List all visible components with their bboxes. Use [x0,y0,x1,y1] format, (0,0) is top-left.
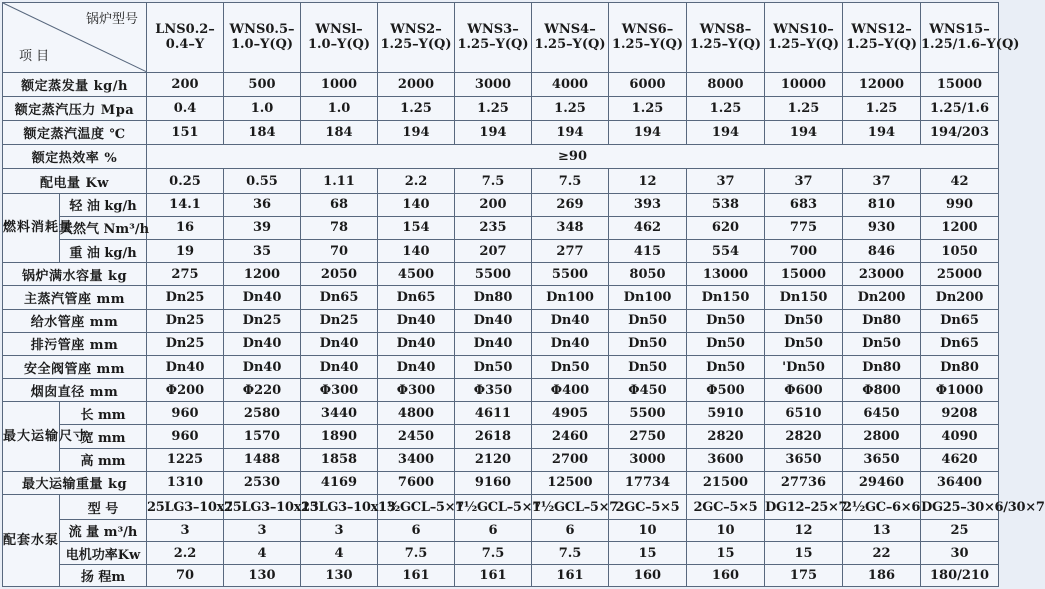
sub-label: 电机功率Kw [60,542,147,564]
cell: 140 [378,239,455,262]
cell: 930 [843,216,921,239]
cell: 15 [765,542,843,564]
cell: 194 [843,121,921,145]
cell: Dn40 [532,309,609,332]
cell: 1858 [301,448,378,471]
cell: 'Dn50 [765,355,843,378]
cell: Dn100 [532,286,609,309]
cell: 2580 [224,402,301,425]
cell: 500 [224,72,301,96]
cell: 6 [378,520,455,542]
model-header: WNS8– 1.25–Y(Q) [687,3,765,73]
cell: 4611 [455,402,532,425]
cell: 39 [224,216,301,239]
cell: 25LG3–10x7 [147,495,224,520]
cell: 19 [147,239,224,262]
cell: 4905 [532,402,609,425]
cell: 194 [378,121,455,145]
cell: 1200 [921,216,999,239]
cell: 1310 [147,471,224,494]
sub-label: 天然气 Nm³/h [60,216,147,239]
cell: 0.55 [224,169,301,193]
cell: 194 [765,121,843,145]
cell: 846 [843,239,921,262]
cell: 4620 [921,448,999,471]
cell: 7.5 [455,169,532,193]
sub-label: 轻 油 kg/h [60,193,147,216]
cell: Dn25 [301,309,378,332]
cell: Dn50 [455,355,532,378]
cell: 154 [378,216,455,239]
row-chimney [3,379,999,402]
cell: Φ220 [224,379,301,402]
cell: 13 [843,520,921,542]
cell: 1.25/1.6 [921,96,999,120]
cell: 4090 [921,425,999,448]
cell: 462 [609,216,687,239]
cell: 194 [687,121,765,145]
cell: Φ1000 [921,379,999,402]
cell: 3 [147,520,224,542]
cell: 1.25 [843,96,921,120]
row-light-oil [3,193,999,216]
cell: 2820 [687,425,765,448]
cell: 1½GCL–5×7 [455,495,532,520]
cell: 4 [301,542,378,564]
cell: Dn80 [843,309,921,332]
cell: 2800 [843,425,921,448]
cell: 2750 [609,425,687,448]
cell: Dn40 [455,309,532,332]
cell: Dn50 [532,355,609,378]
cell: 29460 [843,471,921,494]
group-label-dimensions: 最大运输尺寸 [3,402,60,472]
cell: Dn50 [765,309,843,332]
cell: 70 [147,564,224,586]
cell: Dn40 [378,355,455,378]
cell: 21500 [687,471,765,494]
cell: Dn50 [843,332,921,355]
sub-label: 长 mm [60,402,147,425]
row-efficiency [3,145,999,169]
cell: 10000 [765,72,843,96]
cell: 25LG3–10x13 [224,495,301,520]
cell: 3000 [609,448,687,471]
cell: 415 [609,239,687,262]
cell: 235 [455,216,532,239]
cell: 15 [609,542,687,564]
cell: 12500 [532,471,609,494]
cell: 7.5 [378,542,455,564]
cell: Dn50 [687,332,765,355]
cell: 68 [301,193,378,216]
cell: Dn150 [687,286,765,309]
row-length [3,402,999,425]
cell: Dn100 [609,286,687,309]
group-label-fuel: 燃料消耗量 [3,193,60,263]
cell: 2.2 [378,169,455,193]
row-label: 给水管座 mm [3,309,147,332]
cell: 4500 [378,263,455,286]
cell: 1050 [921,239,999,262]
cell: 810 [843,193,921,216]
row-label: 烟囱直径 mm [3,379,147,402]
cell: DG12–25×7 [765,495,843,520]
row-label: 最大运输重量 kg [3,471,147,494]
cell: 1.11 [301,169,378,193]
cell: 1.25 [455,96,532,120]
cell: 275 [147,263,224,286]
cell: Φ350 [455,379,532,402]
cell: 194/203 [921,121,999,145]
cell: 7.5 [532,542,609,564]
row-water-capacity [3,263,999,286]
cell: 2.2 [147,542,224,564]
sub-label: 型 号 [60,495,147,520]
cell: Dn65 [378,286,455,309]
cell: 1.0 [224,96,301,120]
sub-label: 宽 mm [60,425,147,448]
cell: 175 [765,564,843,586]
sub-label: 流 量 m³/h [60,520,147,542]
cell: 15 [687,542,765,564]
cell: 683 [765,193,843,216]
cell: Dn40 [224,355,301,378]
cell: DG25–30×6/30×7 [921,495,999,520]
model-header: WNS4– 1.25–Y(Q) [532,3,609,73]
row-pump-flow [3,520,999,542]
cell: 10 [609,520,687,542]
cell: 990 [921,193,999,216]
cell: 25000 [921,263,999,286]
cell: 13000 [687,263,765,286]
row-blowdown-pipe [3,332,999,355]
cell: 37 [687,169,765,193]
cell: Dn80 [843,355,921,378]
corner-label-item: 项 目 [19,48,50,64]
header-corner [3,3,147,73]
row-power [3,169,999,193]
cell: 2120 [455,448,532,471]
cell: 2460 [532,425,609,448]
model-header: WNS10– 1.25–Y(Q) [765,3,843,73]
cell: Φ200 [147,379,224,402]
cell: 5500 [609,402,687,425]
cell: Φ450 [609,379,687,402]
cell: 160 [687,564,765,586]
model-header: WNS2– 1.25–Y(Q) [378,3,455,73]
cell: 130 [301,564,378,586]
row-height [3,448,999,471]
cell: 8000 [687,72,765,96]
cell: Dn25 [147,309,224,332]
row-weight [3,471,999,494]
cell: Φ400 [532,379,609,402]
cell: Φ800 [843,379,921,402]
cell: 3440 [301,402,378,425]
cell: 3 [301,520,378,542]
cell: 17734 [609,471,687,494]
cell: Dn150 [765,286,843,309]
sub-label: 高 mm [60,448,147,471]
cell: 7.5 [532,169,609,193]
cell: 2618 [455,425,532,448]
cell: 9208 [921,402,999,425]
cell: Dn80 [455,286,532,309]
row-label: 主蒸汽管座 mm [3,286,147,309]
cell: 1225 [147,448,224,471]
cell: 2000 [378,72,455,96]
cell: 8050 [609,263,687,286]
cell: 3 [224,520,301,542]
cell: 15000 [921,72,999,96]
cell: 42 [921,169,999,193]
cell: 0.4 [147,96,224,120]
cell: 194 [532,121,609,145]
cell: 1488 [224,448,301,471]
row-pump-motor [3,542,999,564]
cell: 70 [301,239,378,262]
cell: 538 [687,193,765,216]
cell: 186 [843,564,921,586]
cell: 5910 [687,402,765,425]
cell: 10 [687,520,765,542]
cell: 4800 [378,402,455,425]
model-header: WNS6– 1.25–Y(Q) [609,3,687,73]
cell: 22 [843,542,921,564]
cell: 3650 [765,448,843,471]
cell: 37 [843,169,921,193]
cell: 554 [687,239,765,262]
cell: 36 [224,193,301,216]
row-label: 锅炉满水容量 kg [3,263,147,286]
cell: 1200 [224,263,301,286]
cell: 277 [532,239,609,262]
cell: 700 [765,239,843,262]
model-header: WNS3– 1.25–Y(Q) [455,3,532,73]
cell: Dn50 [687,355,765,378]
cell: Dn40 [301,332,378,355]
cell: 36400 [921,471,999,494]
cell-merged: ≥90 [147,145,999,169]
cell: 27736 [765,471,843,494]
cell: 960 [147,425,224,448]
group-label-pump: 配套水泵 [3,495,60,587]
cell: 2530 [224,471,301,494]
row-label: 额定热效率 % [3,145,147,169]
cell: 7.5 [455,542,532,564]
cell: 184 [224,121,301,145]
cell: 2050 [301,263,378,286]
row-feed-water-pipe [3,309,999,332]
row-label: 额定蒸汽温度 ℃ [3,121,147,145]
cell: 12000 [843,72,921,96]
cell: 9160 [455,471,532,494]
cell: 194 [609,121,687,145]
cell: 2GC–5×5 [609,495,687,520]
cell: 2450 [378,425,455,448]
header-row [3,3,999,73]
cell: 3400 [378,448,455,471]
row-pressure [3,96,999,120]
cell: Dn50 [765,332,843,355]
cell: 620 [687,216,765,239]
sub-label: 扬 程m [60,564,147,586]
cell: 960 [147,402,224,425]
cell: 151 [147,121,224,145]
cell: Dn65 [921,332,999,355]
cell: 161 [455,564,532,586]
cell: 160 [609,564,687,586]
cell: 1570 [224,425,301,448]
cell: Dn50 [687,309,765,332]
cell: 12 [609,169,687,193]
model-header: LNS0.2– 0.4–Y [147,3,224,73]
cell: 1.25 [378,96,455,120]
cell: 4 [224,542,301,564]
cell: 6 [532,520,609,542]
cell: 2820 [765,425,843,448]
cell: 5500 [532,263,609,286]
cell: 7600 [378,471,455,494]
cell: 348 [532,216,609,239]
row-steam [3,72,999,96]
row-label: 配电量 Kw [3,169,147,193]
cell: 1.25 [687,96,765,120]
row-main-steam-pipe [3,286,999,309]
cell: 12 [765,520,843,542]
cell: 1.25 [609,96,687,120]
cell: 4000 [532,72,609,96]
row-label: 额定蒸汽压力 Mpa [3,96,147,120]
cell: 161 [378,564,455,586]
cell: Dn40 [147,355,224,378]
cell: 1½GCL–5×7 [532,495,609,520]
cell: 1.25 [765,96,843,120]
cell: 14.1 [147,193,224,216]
cell: 78 [301,216,378,239]
cell: 6450 [843,402,921,425]
model-header: WNSl– 1.0–Y(Q) [301,3,378,73]
cell: 775 [765,216,843,239]
cell: Φ300 [301,379,378,402]
cell: 37 [765,169,843,193]
cell: Dn200 [921,286,999,309]
cell: 25LG3–10x13 [301,495,378,520]
cell: Φ600 [765,379,843,402]
row-label: 安全阀管座 mm [3,355,147,378]
cell: 15000 [765,263,843,286]
cell: Dn200 [843,286,921,309]
cell: 2GC–5×5 [687,495,765,520]
cell: 30 [921,542,999,564]
row-pump-model [3,495,999,520]
row-safety-valve [3,355,999,378]
cell: 35 [224,239,301,262]
row-width [3,425,999,448]
cell: Dn65 [301,286,378,309]
cell: Dn50 [609,309,687,332]
cell: Φ300 [378,379,455,402]
cell: 16 [147,216,224,239]
cell: 1.25 [532,96,609,120]
row-pump-head [3,564,999,586]
cell: 130 [224,564,301,586]
cell: Dn25 [147,332,224,355]
cell: 200 [147,72,224,96]
model-header: WNS15– 1.25/1.6–Y(Q) [921,3,999,73]
cell: 1890 [301,425,378,448]
cell: 25 [921,520,999,542]
cell: 4169 [301,471,378,494]
cell: 3650 [843,448,921,471]
cell: Dn25 [147,286,224,309]
cell: 5500 [455,263,532,286]
model-header: WNS12– 1.25–Y(Q) [843,3,921,73]
cell: 23000 [843,263,921,286]
sub-label: 重 油 kg/h [60,239,147,262]
cell: 180/210 [921,564,999,586]
row-temperature [3,121,999,145]
cell: Dn40 [224,286,301,309]
cell: 6 [455,520,532,542]
cell: 207 [455,239,532,262]
cell: 2700 [532,448,609,471]
cell: Φ500 [687,379,765,402]
cell: 393 [609,193,687,216]
cell: 6000 [609,72,687,96]
cell: Dn40 [301,355,378,378]
cell: 184 [301,121,378,145]
row-label: 额定蒸发量 kg/h [3,72,147,96]
model-header: WNS0.5– 1.0–Y(Q) [224,3,301,73]
cell: 3600 [687,448,765,471]
cell: 194 [455,121,532,145]
cell: Dn40 [532,332,609,355]
cell: Dn40 [455,332,532,355]
cell: Dn65 [921,309,999,332]
cell: 161 [532,564,609,586]
cell: Dn40 [224,332,301,355]
cell: 0.25 [147,169,224,193]
cell: Dn40 [378,309,455,332]
cell: Dn25 [224,309,301,332]
cell: 140 [378,193,455,216]
cell: 2½GC–6×6 [843,495,921,520]
cell: 6510 [765,402,843,425]
cell: Dn50 [609,355,687,378]
row-label: 排污管座 mm [3,332,147,355]
cell: 1½GCL–5×7 [378,495,455,520]
cell: 200 [455,193,532,216]
cell: Dn80 [921,355,999,378]
row-natural-gas [3,216,999,239]
corner-label-model: 锅炉型号 [85,12,138,27]
row-heavy-oil [3,239,999,262]
cell: 1.0 [301,96,378,120]
cell: Dn50 [609,332,687,355]
boiler-spec-table [2,2,1045,587]
cell: 1000 [301,72,378,96]
cell: Dn40 [378,332,455,355]
cell: 269 [532,193,609,216]
cell: 3000 [455,72,532,96]
